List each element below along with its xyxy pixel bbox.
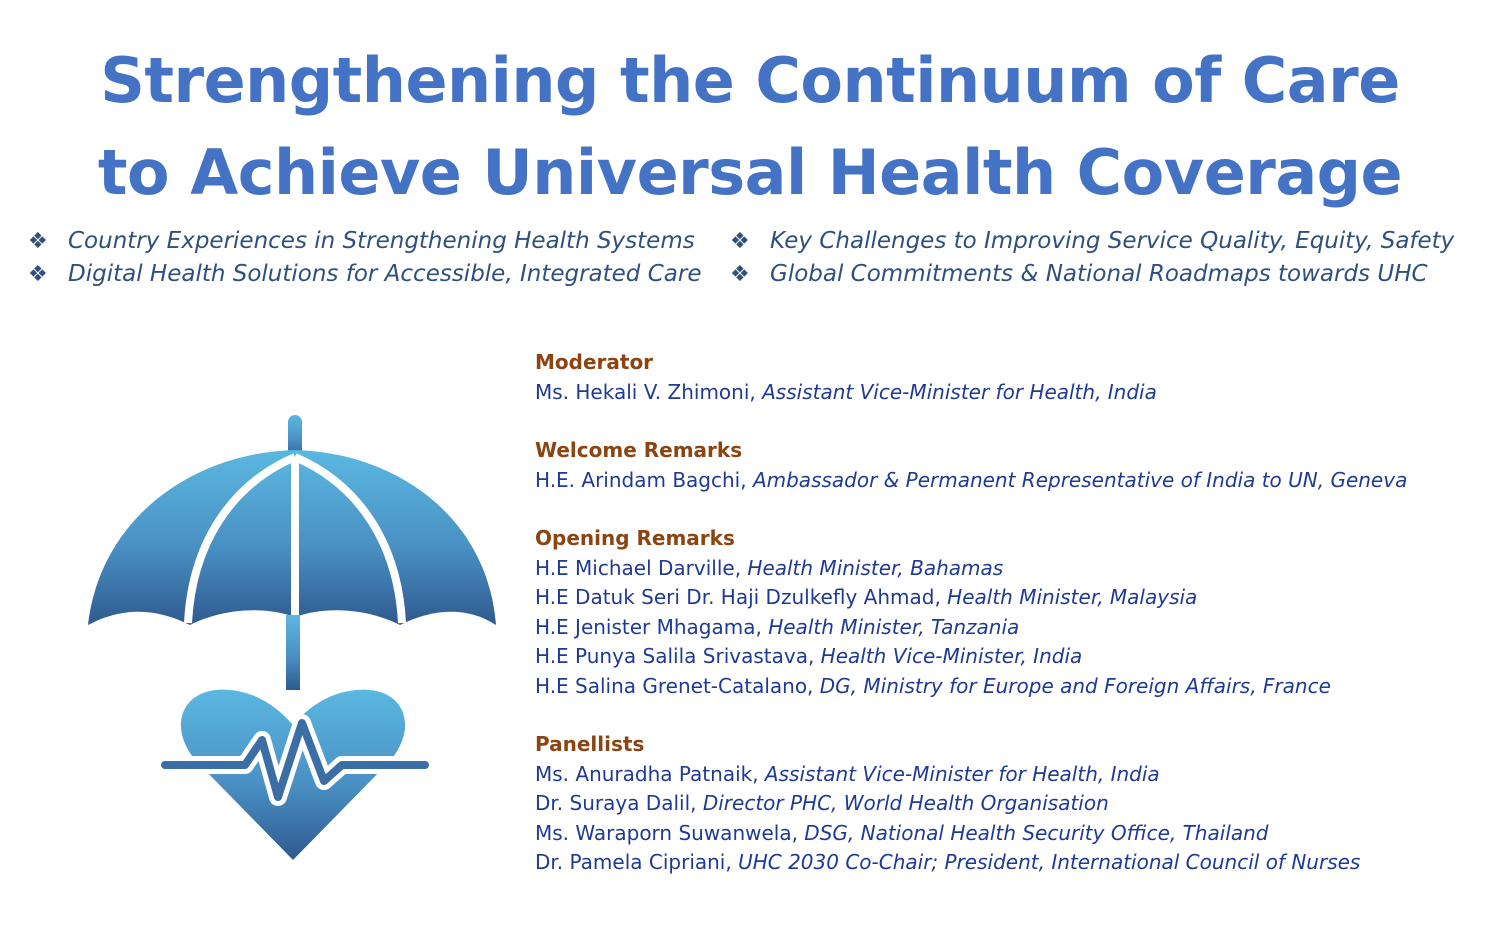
speaker-name: Ms. Hekali V. Zhimoni,	[535, 379, 756, 404]
speaker-role: Health Vice-Minister, India	[814, 644, 1083, 668]
topic-item	[730, 261, 1428, 287]
speaker-name: Ms. Waraporn Suwanwela,	[535, 820, 798, 845]
topic-text: Global Commitments & National Roadmaps towards UHC	[770, 261, 1428, 287]
bullet-icon: ❖	[28, 228, 48, 254]
bullet-icon: ❖	[730, 261, 750, 287]
speaker-name: Dr. Suraya Dalil,	[535, 791, 697, 815]
speaker-entry	[535, 760, 1485, 790]
bullet-icon: ❖	[730, 228, 750, 254]
speaker-role: Health Minister, Tanzania	[761, 614, 1020, 639]
speaker-name: H.E. Arindam Bagchi,	[535, 467, 747, 492]
speaker-role: Ambassador & Permanent Representative of India to UN, Geneva	[746, 467, 1408, 492]
speaker-role: DSG, National Health Security Office, Thailand	[797, 820, 1269, 845]
speaker-entry	[535, 378, 1485, 408]
moderator-section	[535, 348, 1485, 407]
topic-text: Country Experiences in Strengthening Health Systems	[68, 228, 695, 254]
page-title-line-1: Strengthening the Continuum of Care	[100, 44, 1400, 117]
topic-item	[28, 228, 695, 254]
program-list	[535, 348, 1485, 907]
topic-text: Digital Health Solutions for Accessible, Integrated Care	[68, 261, 702, 287]
speaker-entry	[535, 613, 1485, 643]
speaker-name: H.E Punya Salila Srivastava,	[535, 644, 815, 668]
speaker-entry	[535, 554, 1485, 584]
speaker-role: UHC 2030 Co-Chair; President, International Council of Nurses	[731, 850, 1361, 874]
speaker-role: Assistant Vice-Minister for Health, India	[755, 379, 1157, 404]
speaker-role: Assistant Vice-Minister for Health, India	[758, 761, 1160, 786]
panellists-section	[535, 730, 1485, 878]
opening-section	[535, 524, 1485, 701]
speaker-entry	[535, 789, 1485, 819]
speaker-entry	[535, 848, 1485, 878]
speaker-name: H.E Michael Darville,	[535, 555, 742, 580]
speaker-name: Ms. Anuradha Patnaik,	[535, 761, 759, 786]
speaker-entry	[535, 672, 1485, 702]
topic-item	[730, 228, 1454, 254]
speaker-name: H.E Jenister Mhagama,	[535, 614, 762, 639]
speaker-role: Health Minister, Malaysia	[940, 585, 1198, 609]
bullet-icon: ❖	[28, 261, 48, 287]
speaker-entry	[535, 642, 1485, 672]
topic-item	[28, 261, 701, 287]
topic-text: Key Challenges to Improving Service Quality, Equity, Safety	[770, 228, 1455, 254]
speaker-entry	[535, 466, 1485, 496]
speaker-name: H.E Salina Grenet-Catalano,	[535, 673, 814, 698]
speaker-name: H.E Datuk Seri Dr. Haji Dzulkefly Ahmad,	[535, 585, 941, 609]
section-heading: Panellists	[535, 732, 645, 756]
section-heading: Opening Remarks	[535, 526, 735, 550]
page-title-line-2: to Achieve Universal Health Coverage	[97, 136, 1403, 209]
speaker-role: Health Minister, Bahamas	[741, 555, 1004, 580]
speaker-role: DG, Ministry for Europe and Foreign Affairs, France	[813, 673, 1331, 698]
speaker-entry	[535, 819, 1485, 849]
umbrella-heart-icon	[80, 405, 510, 865]
section-heading: Moderator	[535, 350, 654, 374]
speaker-name: Dr. Pamela Cipriani,	[535, 850, 732, 874]
section-heading: Welcome Remarks	[535, 438, 743, 462]
speaker-role: Director PHC, World Health Organisation	[696, 791, 1109, 815]
welcome-section	[535, 436, 1485, 495]
speaker-entry	[535, 583, 1485, 613]
